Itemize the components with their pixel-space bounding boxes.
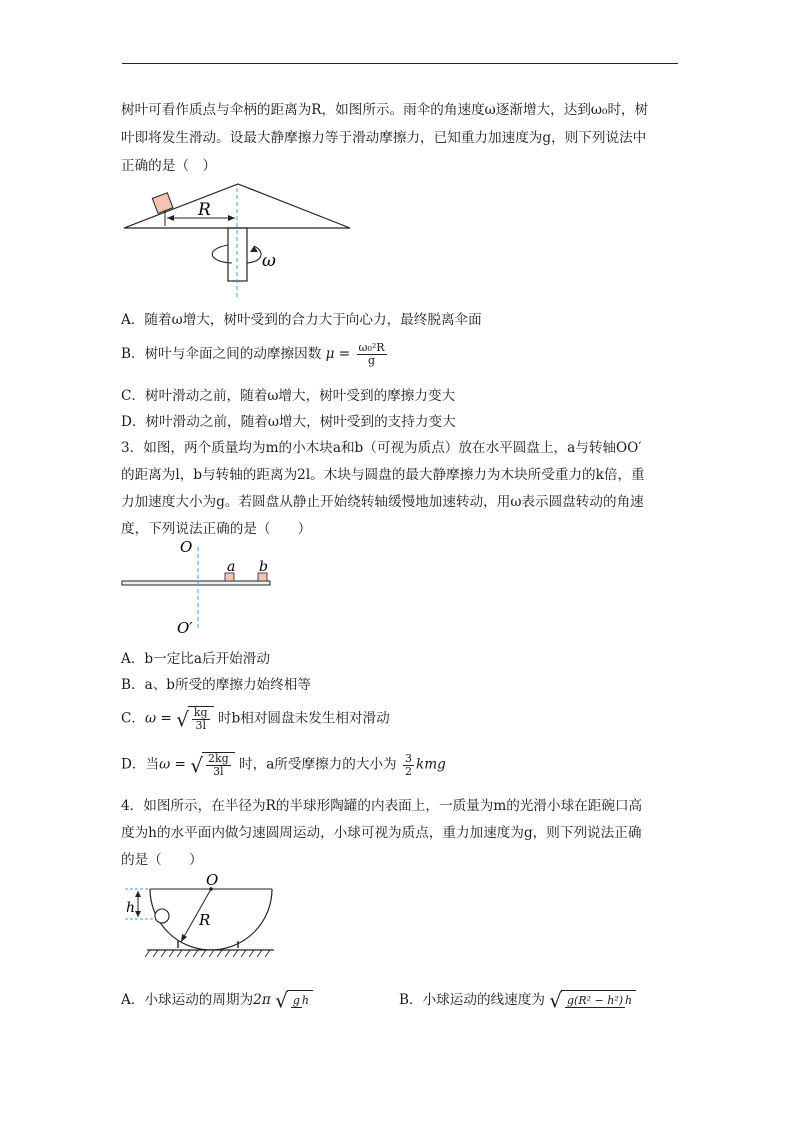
label-O: O	[180, 538, 193, 556]
label-R: R	[199, 911, 211, 929]
q3-stem-line-2: 的距离为l，b与转轴的距离为2l。木块与圆盘的最大静摩擦力为木块所受重力的k倍，重	[121, 467, 645, 483]
q3-stem-line-1: 3．如图，两个质量均为m的小木块a和b（可视为质点）放在水平圆盘上，a与转轴OO′	[121, 440, 642, 456]
q2-option-d: D．树叶滑动之前，随着ω增大，树叶受到的支持力变大	[121, 414, 456, 430]
q2-stem-line-3: 正确的是（ ）	[121, 158, 217, 174]
label-b: b	[259, 559, 268, 575]
q3-stem-line-3: 力加速度大小为g。若圆盘从静止开始绕转轴缓慢地加速转动，用ω表示圆盘转动的角速	[121, 494, 644, 510]
label-h: h	[126, 900, 136, 916]
label-O: O	[206, 871, 219, 889]
q2-option-c: C．树叶滑动之前，随着ω增大，树叶受到的摩擦力变大	[121, 388, 456, 404]
q4-option-b: B．小球运动的线速度为 √ g(R² − h²) h	[399, 990, 636, 1011]
q3-option-c: C．ω = √ $\frac{kg}{3l}$ 时b相对圆盘未发生相对滑动	[121, 706, 390, 732]
q4-stem-line-3: 的是（ ）	[121, 852, 203, 868]
q2-option-b: B．树叶与伞面之间的动摩擦因数 μ = $\frac{\text{ω₀²R}}{g}$	[121, 341, 385, 367]
q2-option-a: A．随着ω增大，树叶受到的合力大于向心力，最终脱离伞面	[121, 312, 482, 328]
q4-stem-line-1: 4．如图所示，在半径为R的半球形陶罐的内表面上，一质量为m的光滑小球在距碗口高	[121, 798, 643, 814]
label-a: a	[227, 559, 236, 575]
q3-stem-line-4: 度，下列说法正确的是（ ）	[121, 521, 312, 537]
label-omega: ω	[262, 251, 276, 271]
q3-option-a: A．b一定比a后开始滑动	[121, 651, 270, 667]
label-O-prime: O′	[177, 619, 193, 637]
q4-option-a: A．小球运动的周期为2π √ g h	[121, 990, 313, 1011]
q2-stem-line-2: 叶即将发生滑动。设最大静摩擦力等于滑动摩擦力，已知重力加速度为g，则下列说法中	[121, 130, 647, 146]
q3-option-d: D．当ω = √ $\frac{2kg}{3l}$ 时，a所受摩擦力的大小为 $\frac{3}{2}$ kmg	[121, 751, 446, 778]
q3-option-b: B．a、b所受的摩擦力始终相等	[121, 677, 311, 693]
label-R: R	[198, 200, 211, 220]
q4-stem-line-2: 度为h的水平面内做匀速圆周运动，小球可视为质点，重力加速度为g，则下列说法正确	[121, 825, 642, 841]
q2-stem-line-1: 树叶可看作质点与伞柄的距离为R，如图所示。雨伞的角速度ω逐渐增大，达到ω₀时，树	[121, 102, 649, 118]
